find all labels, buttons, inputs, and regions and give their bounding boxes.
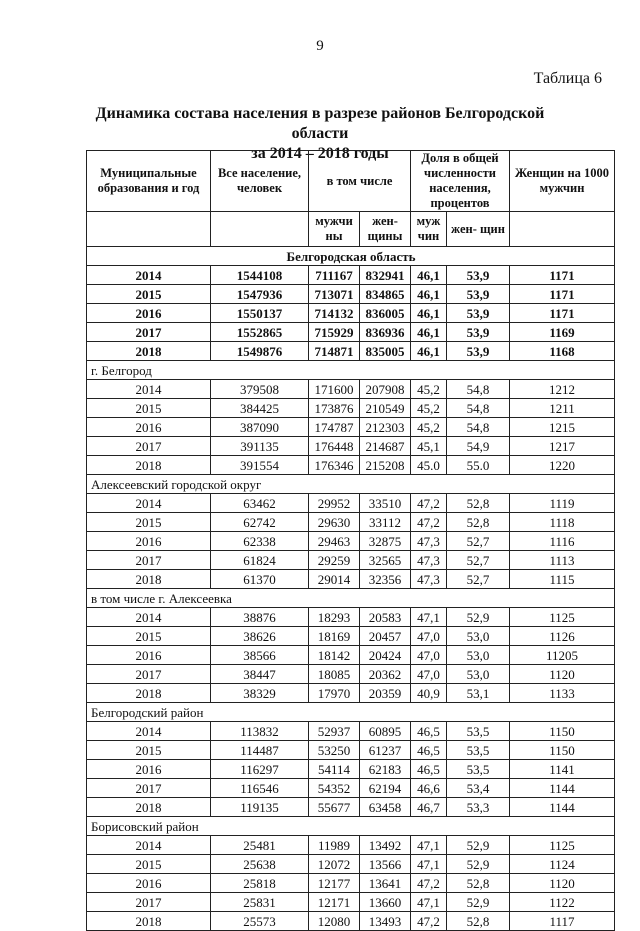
women-share-cell: 53,0 — [447, 646, 510, 665]
table-row — [87, 646, 615, 665]
women-share-cell: 54,8 — [447, 380, 510, 399]
table-row — [87, 912, 615, 931]
year-cell: 2017 — [87, 665, 211, 684]
women-per-1000-cell: 1115 — [510, 570, 615, 589]
men-share-cell: 47,0 — [411, 665, 447, 684]
year-cell: 2015 — [87, 285, 211, 304]
total-cell: 38566 — [211, 646, 309, 665]
header-row-sub — [87, 212, 615, 247]
women-count-cell: 60895 — [360, 722, 411, 741]
women-count-cell: 62194 — [360, 779, 411, 798]
men-share-cell: 46,6 — [411, 779, 447, 798]
header-share: Доля в общей численности населения, процентов — [411, 151, 510, 212]
women-per-1000-cell: 1124 — [510, 855, 615, 874]
women-per-1000-cell: 1116 — [510, 532, 615, 551]
men-share-cell: 47,1 — [411, 855, 447, 874]
table-row — [87, 855, 615, 874]
men-count-cell: 714871 — [309, 342, 360, 361]
group-header-row — [87, 475, 615, 494]
title-line-1: Динамика состава населения в разрезе районов Белгородской области — [95, 105, 545, 142]
men-share-cell: 47,1 — [411, 836, 447, 855]
year-cell: 2018 — [87, 912, 211, 931]
group-name: Алексеевский городской округ — [87, 475, 615, 494]
women-per-1000-cell: 1126 — [510, 627, 615, 646]
year-cell: 2016 — [87, 304, 211, 323]
men-share-cell: 45,2 — [411, 418, 447, 437]
women-count-cell: 63458 — [360, 798, 411, 817]
table-row — [87, 627, 615, 646]
men-share-cell: 47,2 — [411, 874, 447, 893]
women-per-1000-cell: 1212 — [510, 380, 615, 399]
women-share-cell: 52,9 — [447, 855, 510, 874]
total-cell: 63462 — [211, 494, 309, 513]
table-row — [87, 513, 615, 532]
men-count-cell: 17970 — [309, 684, 360, 703]
women-per-1000-cell: 1171 — [510, 266, 615, 285]
women-per-1000-cell: 1119 — [510, 494, 615, 513]
men-share-cell: 47,3 — [411, 551, 447, 570]
men-share-cell: 47,3 — [411, 532, 447, 551]
total-cell: 1550137 — [211, 304, 309, 323]
table-row — [87, 741, 615, 760]
men-count-cell: 18293 — [309, 608, 360, 627]
women-per-1000-cell: 1144 — [510, 779, 615, 798]
women-count-cell: 210549 — [360, 399, 411, 418]
year-cell: 2017 — [87, 779, 211, 798]
women-share-cell: 54,8 — [447, 399, 510, 418]
table-row — [87, 437, 615, 456]
header-women-share: жен- щин — [447, 212, 510, 247]
women-share-cell: 52,8 — [447, 494, 510, 513]
total-cell: 25481 — [211, 836, 309, 855]
women-per-1000-cell: 1120 — [510, 665, 615, 684]
women-share-cell: 52,8 — [447, 912, 510, 931]
total-cell: 387090 — [211, 418, 309, 437]
total-cell: 25573 — [211, 912, 309, 931]
year-cell: 2015 — [87, 399, 211, 418]
table-row — [87, 570, 615, 589]
women-share-cell: 54,8 — [447, 418, 510, 437]
total-cell: 1547936 — [211, 285, 309, 304]
women-per-1000-cell: 1217 — [510, 437, 615, 456]
women-count-cell: 20359 — [360, 684, 411, 703]
men-count-cell: 12177 — [309, 874, 360, 893]
header-row-main — [87, 151, 615, 212]
table-row — [87, 266, 615, 285]
women-count-cell: 13493 — [360, 912, 411, 931]
women-share-cell: 53,9 — [447, 304, 510, 323]
men-share-cell: 45,1 — [411, 437, 447, 456]
women-share-cell: 52,9 — [447, 893, 510, 912]
table-label: Таблица 6 — [533, 70, 602, 87]
total-cell: 38626 — [211, 627, 309, 646]
women-share-cell: 54,9 — [447, 437, 510, 456]
total-cell: 379508 — [211, 380, 309, 399]
total-cell: 25638 — [211, 855, 309, 874]
table-row — [87, 304, 615, 323]
year-cell: 2015 — [87, 513, 211, 532]
women-count-cell: 33112 — [360, 513, 411, 532]
men-share-cell: 47,1 — [411, 608, 447, 627]
women-count-cell: 20424 — [360, 646, 411, 665]
women-per-1000-cell: 1133 — [510, 684, 615, 703]
year-cell: 2018 — [87, 570, 211, 589]
women-count-cell: 13641 — [360, 874, 411, 893]
men-share-cell: 47,0 — [411, 646, 447, 665]
women-per-1000-cell: 1118 — [510, 513, 615, 532]
women-count-cell: 212303 — [360, 418, 411, 437]
women-count-cell: 836936 — [360, 323, 411, 342]
total-cell: 384425 — [211, 399, 309, 418]
table-row — [87, 532, 615, 551]
men-count-cell: 176448 — [309, 437, 360, 456]
header-sub-empty-1 — [87, 212, 211, 247]
men-share-cell: 46,1 — [411, 285, 447, 304]
men-count-cell: 174787 — [309, 418, 360, 437]
men-count-cell: 18169 — [309, 627, 360, 646]
women-share-cell: 55.0 — [447, 456, 510, 475]
women-count-cell: 20362 — [360, 665, 411, 684]
year-cell: 2016 — [87, 760, 211, 779]
women-per-1000-cell: 1117 — [510, 912, 615, 931]
header-total: Все население, человек — [211, 151, 309, 212]
men-share-cell: 47,2 — [411, 912, 447, 931]
total-cell: 38329 — [211, 684, 309, 703]
men-count-cell: 29463 — [309, 532, 360, 551]
men-share-cell: 45.0 — [411, 456, 447, 475]
men-share-cell: 46,1 — [411, 266, 447, 285]
header-including: в том числе — [309, 151, 411, 212]
women-count-cell: 215208 — [360, 456, 411, 475]
header-men-count: мужчи ны — [309, 212, 360, 247]
women-per-1000-cell: 1220 — [510, 456, 615, 475]
women-share-cell: 53,9 — [447, 323, 510, 342]
table-row — [87, 456, 615, 475]
group-name: г. Белгород — [87, 361, 615, 380]
women-count-cell: 20457 — [360, 627, 411, 646]
men-count-cell: 713071 — [309, 285, 360, 304]
men-share-cell: 46,7 — [411, 798, 447, 817]
men-share-cell: 40,9 — [411, 684, 447, 703]
year-cell: 2018 — [87, 798, 211, 817]
men-count-cell: 29014 — [309, 570, 360, 589]
men-share-cell: 47,2 — [411, 494, 447, 513]
men-count-cell: 711167 — [309, 266, 360, 285]
group-header-row — [87, 361, 615, 380]
women-per-1000-cell: 1168 — [510, 342, 615, 361]
women-count-cell: 832941 — [360, 266, 411, 285]
women-per-1000-cell: 1171 — [510, 285, 615, 304]
women-count-cell: 62183 — [360, 760, 411, 779]
men-share-cell: 47,1 — [411, 893, 447, 912]
women-count-cell: 836005 — [360, 304, 411, 323]
women-count-cell: 13660 — [360, 893, 411, 912]
group-name: Белгородская область — [87, 247, 615, 266]
year-cell: 2017 — [87, 893, 211, 912]
total-cell: 1544108 — [211, 266, 309, 285]
women-per-1000-cell: 1125 — [510, 836, 615, 855]
table-row — [87, 418, 615, 437]
men-count-cell: 12171 — [309, 893, 360, 912]
women-share-cell: 52,9 — [447, 836, 510, 855]
table-row — [87, 836, 615, 855]
table-row — [87, 323, 615, 342]
women-count-cell: 214687 — [360, 437, 411, 456]
women-per-1000-cell: 1211 — [510, 399, 615, 418]
men-share-cell: 46,5 — [411, 760, 447, 779]
table-row — [87, 494, 615, 513]
total-cell: 391135 — [211, 437, 309, 456]
total-cell: 38876 — [211, 608, 309, 627]
men-share-cell: 45,2 — [411, 380, 447, 399]
men-count-cell: 18085 — [309, 665, 360, 684]
year-cell: 2014 — [87, 608, 211, 627]
women-count-cell: 207908 — [360, 380, 411, 399]
men-share-cell: 46,1 — [411, 323, 447, 342]
women-share-cell: 53,9 — [447, 266, 510, 285]
group-header-row — [87, 817, 615, 836]
women-share-cell: 53,5 — [447, 760, 510, 779]
total-cell: 62338 — [211, 532, 309, 551]
table-row — [87, 285, 615, 304]
women-per-1000-cell: 1113 — [510, 551, 615, 570]
year-cell: 2017 — [87, 551, 211, 570]
total-cell: 25818 — [211, 874, 309, 893]
total-cell: 114487 — [211, 741, 309, 760]
men-share-cell: 47,3 — [411, 570, 447, 589]
year-cell: 2018 — [87, 342, 211, 361]
table-row — [87, 684, 615, 703]
women-per-1000-cell: 1171 — [510, 304, 615, 323]
table-row — [87, 779, 615, 798]
women-share-cell: 53,9 — [447, 342, 510, 361]
men-count-cell: 715929 — [309, 323, 360, 342]
men-share-cell: 46,1 — [411, 304, 447, 323]
year-cell: 2018 — [87, 684, 211, 703]
table-row — [87, 893, 615, 912]
table-row — [87, 399, 615, 418]
total-cell: 1549876 — [211, 342, 309, 361]
men-share-cell: 45,2 — [411, 399, 447, 418]
men-count-cell: 714132 — [309, 304, 360, 323]
women-count-cell: 834865 — [360, 285, 411, 304]
women-per-1000-cell: 1169 — [510, 323, 615, 342]
women-share-cell: 53,5 — [447, 741, 510, 760]
total-cell: 61824 — [211, 551, 309, 570]
header-municipality: Муниципальные образования и год — [87, 151, 211, 212]
year-cell: 2016 — [87, 532, 211, 551]
women-per-1000-cell: 1125 — [510, 608, 615, 627]
women-share-cell: 53,0 — [447, 627, 510, 646]
year-cell: 2015 — [87, 855, 211, 874]
title-line-2: за 2014 – 2018 годы — [251, 145, 389, 162]
women-count-cell: 13492 — [360, 836, 411, 855]
men-count-cell: 176346 — [309, 456, 360, 475]
year-cell: 2017 — [87, 323, 211, 342]
women-share-cell: 52,9 — [447, 608, 510, 627]
women-per-1000-cell: 1144 — [510, 798, 615, 817]
header-sub-empty-2 — [211, 212, 309, 247]
women-count-cell: 33510 — [360, 494, 411, 513]
women-per-1000-cell: 1120 — [510, 874, 615, 893]
women-share-cell: 52,7 — [447, 551, 510, 570]
year-cell: 2016 — [87, 874, 211, 893]
women-share-cell: 52,8 — [447, 513, 510, 532]
table-row — [87, 380, 615, 399]
year-cell: 2014 — [87, 722, 211, 741]
table-row — [87, 798, 615, 817]
women-share-cell: 52,8 — [447, 874, 510, 893]
table-body — [87, 247, 615, 931]
year-cell: 2016 — [87, 418, 211, 437]
year-cell: 2014 — [87, 380, 211, 399]
women-count-cell: 20583 — [360, 608, 411, 627]
women-count-cell: 32875 — [360, 532, 411, 551]
table-row — [87, 551, 615, 570]
total-cell: 116297 — [211, 760, 309, 779]
women-count-cell: 32565 — [360, 551, 411, 570]
total-cell: 391554 — [211, 456, 309, 475]
header-women-count: жен- щины — [360, 212, 411, 247]
men-share-cell: 46,5 — [411, 722, 447, 741]
total-cell: 38447 — [211, 665, 309, 684]
women-count-cell: 32356 — [360, 570, 411, 589]
women-count-cell: 13566 — [360, 855, 411, 874]
women-share-cell: 52,7 — [447, 570, 510, 589]
men-share-cell: 47,2 — [411, 513, 447, 532]
table-row — [87, 608, 615, 627]
women-share-cell: 53,4 — [447, 779, 510, 798]
year-cell: 2018 — [87, 456, 211, 475]
men-count-cell: 12072 — [309, 855, 360, 874]
women-per-1000-cell: 1150 — [510, 722, 615, 741]
total-cell: 62742 — [211, 513, 309, 532]
total-cell: 1552865 — [211, 323, 309, 342]
page-number: 9 — [316, 38, 324, 54]
group-header-row — [87, 589, 615, 608]
men-share-cell: 47,0 — [411, 627, 447, 646]
men-count-cell: 54114 — [309, 760, 360, 779]
men-count-cell: 29630 — [309, 513, 360, 532]
group-name: Борисовский район — [87, 817, 615, 836]
men-count-cell: 18142 — [309, 646, 360, 665]
women-per-1000-cell: 11205 — [510, 646, 615, 665]
header-men-share: муж чин — [411, 212, 447, 247]
group-name: в том числе г. Алексеевка — [87, 589, 615, 608]
men-count-cell: 12080 — [309, 912, 360, 931]
women-share-cell: 53,3 — [447, 798, 510, 817]
year-cell: 2016 — [87, 646, 211, 665]
women-share-cell: 53,9 — [447, 285, 510, 304]
women-count-cell: 61237 — [360, 741, 411, 760]
men-count-cell: 53250 — [309, 741, 360, 760]
men-count-cell: 171600 — [309, 380, 360, 399]
women-per-1000-cell: 1215 — [510, 418, 615, 437]
total-cell: 119135 — [211, 798, 309, 817]
population-table — [86, 150, 615, 931]
total-cell: 113832 — [211, 722, 309, 741]
year-cell: 2014 — [87, 494, 211, 513]
men-count-cell: 11989 — [309, 836, 360, 855]
table-row — [87, 722, 615, 741]
year-cell: 2017 — [87, 437, 211, 456]
women-share-cell: 53,0 — [447, 665, 510, 684]
women-per-1000-cell: 1122 — [510, 893, 615, 912]
header-women-per-1000: Женщин на 1000 мужчин — [510, 151, 615, 212]
men-count-cell: 55677 — [309, 798, 360, 817]
table-row — [87, 665, 615, 684]
women-count-cell: 835005 — [360, 342, 411, 361]
women-share-cell: 52,7 — [447, 532, 510, 551]
group-name: Белгородский район — [87, 703, 615, 722]
group-header-row — [87, 247, 615, 266]
header-sub-empty-3 — [510, 212, 615, 247]
total-cell: 25831 — [211, 893, 309, 912]
women-per-1000-cell: 1141 — [510, 760, 615, 779]
total-cell: 61370 — [211, 570, 309, 589]
men-count-cell: 29259 — [309, 551, 360, 570]
men-share-cell: 46,1 — [411, 342, 447, 361]
total-cell: 116546 — [211, 779, 309, 798]
year-cell: 2014 — [87, 836, 211, 855]
group-header-row — [87, 703, 615, 722]
women-share-cell: 53,5 — [447, 722, 510, 741]
table-row — [87, 760, 615, 779]
men-count-cell: 52937 — [309, 722, 360, 741]
table-row — [87, 874, 615, 893]
women-per-1000-cell: 1150 — [510, 741, 615, 760]
year-cell: 2014 — [87, 266, 211, 285]
year-cell: 2015 — [87, 741, 211, 760]
men-count-cell: 54352 — [309, 779, 360, 798]
men-share-cell: 46,5 — [411, 741, 447, 760]
year-cell: 2015 — [87, 627, 211, 646]
men-count-cell: 29952 — [309, 494, 360, 513]
men-count-cell: 173876 — [309, 399, 360, 418]
table-row — [87, 342, 615, 361]
women-share-cell: 53,1 — [447, 684, 510, 703]
